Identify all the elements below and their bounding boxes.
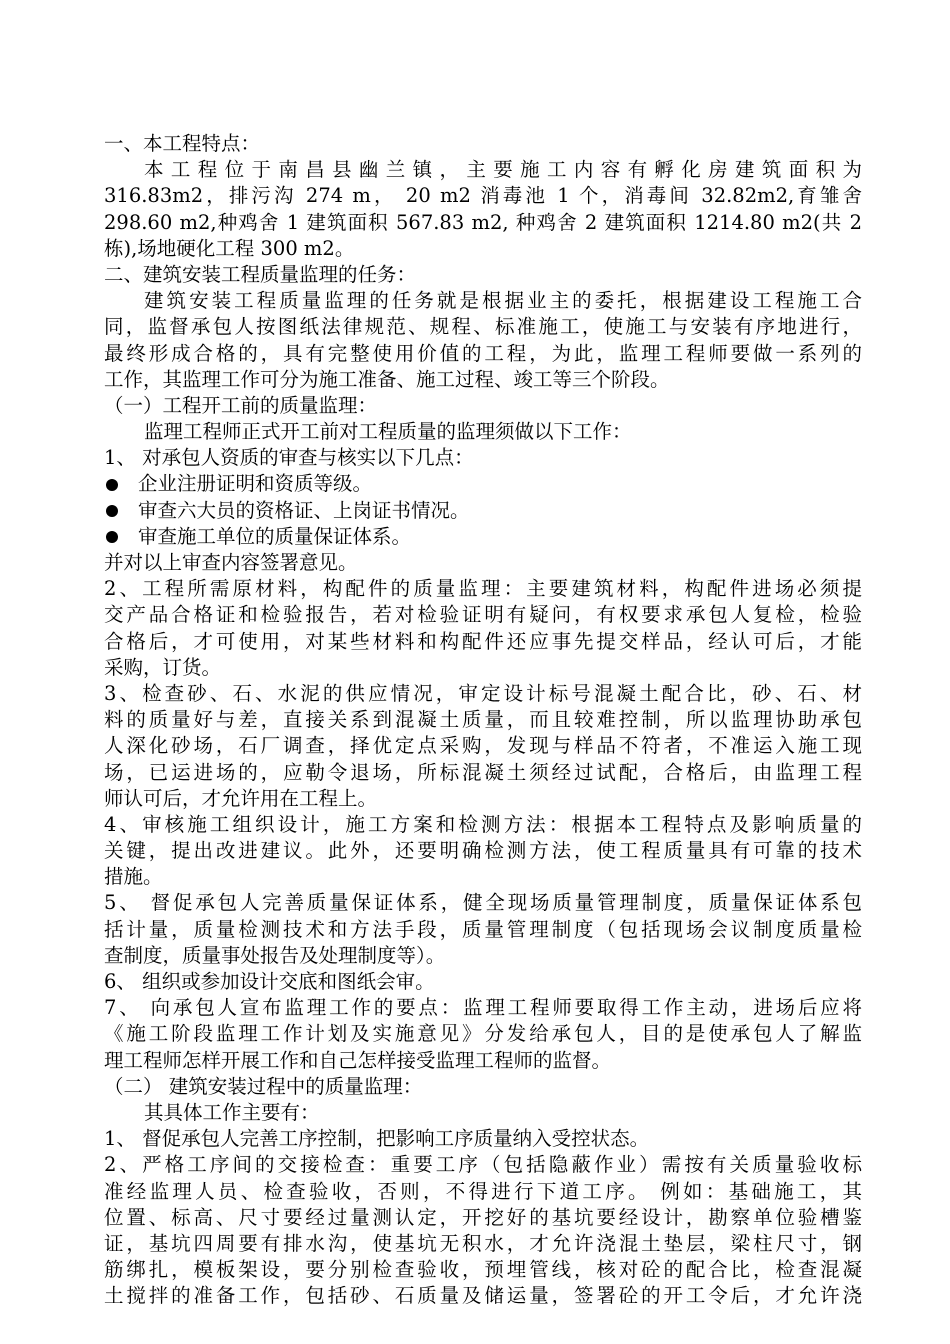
text-line: 2、严格工序间的交接检查：重要工序（包括隐蔽作业）需按有关质量验收标 bbox=[104, 1153, 862, 1177]
text-line: 查制度，质量事处报告及处理制度等）。 bbox=[104, 943, 446, 967]
text-line: 场，已运进场的，应勒令退场，所标混凝土须经过试配，合格后，由监理工程 bbox=[104, 760, 862, 784]
text-line: 筋绑扎，模板架设，要分别检查验收，预埋管线，核对砼的配合比，检查混凝 bbox=[104, 1258, 862, 1282]
text-line: 准经监理人员、检查验收，否则，不得进行下道工序。 例如：基础施工，其 bbox=[104, 1179, 862, 1203]
text-line: 二、建筑安装工程质量监理的任务： bbox=[104, 262, 417, 286]
text-line: 《施工阶段监理工作计划及实施意见》分发给承包人，目的是使承包人了解监 bbox=[104, 1022, 862, 1046]
text-line: 交产品合格证和检验报告，若对检验证明有疑问，有权要求承包人复检，检验 bbox=[104, 603, 862, 627]
text-line: 2、工程所需原材料，构配件的质量监理：主要建筑材料，构配件进场必须提 bbox=[104, 577, 862, 601]
text-line: 理工程师怎样开展工作和自己怎样接受监理工程师的监督。 bbox=[104, 1048, 612, 1072]
text-line: 4、审核施工组织设计，施工方案和检测方法：根据本工程特点及影响质量的 bbox=[104, 812, 862, 836]
text-line: 最终形成合格的，具有完整使用价值的工程，为此，监理工程师要做一系列的 bbox=[104, 341, 862, 365]
text-line: 298.60 m2,种鸡舍 1 建筑面积 567.83 m2, 种鸡舍 2 建筑面积 1214.80 m2(共 2 bbox=[104, 210, 862, 234]
text-line: 3、检查砂、石、水泥的供应情况，审定设计标号混凝土配合比，砂、石、材 bbox=[104, 681, 862, 705]
text-line: 316.83m2，排污沟 274 m， 20 m2 消毒池 1 个，消毒间 32.82m2,育雏舍 bbox=[104, 184, 862, 208]
bullet-dot-icon bbox=[106, 479, 118, 491]
text-line: 1、 对承包人资质的审查与核实以下几点： bbox=[104, 446, 474, 470]
text-line: （一）工程开工前的质量监理： bbox=[104, 393, 378, 417]
text-line: 1、 督促承包人完善工序控制，把影响工序质量纳入受控状态。 bbox=[104, 1127, 650, 1151]
bullet-dot-icon bbox=[106, 505, 118, 517]
bullet-text: 审查施工单位的质量保证体系。 bbox=[138, 524, 412, 548]
text-line: 料的质量好与差，直接关系到混凝土质量，而且较难控制，所以监理协助承包 bbox=[104, 708, 862, 732]
text-line: 同，监督承包人按图纸法律规范、规程、标准施工，使施工与安装有序地进行， bbox=[104, 315, 862, 339]
text-line: 证，基坑四周要有排水沟，使基坑无积水，才允许浇混土垫层，梁柱尺寸，钢 bbox=[104, 1231, 862, 1255]
text-line: 采购，订货。 bbox=[104, 655, 222, 679]
bullet-dot-icon bbox=[106, 531, 118, 543]
bullet-item bbox=[104, 524, 862, 550]
bullet-text: 企业注册证明和资质等级。 bbox=[138, 472, 373, 496]
text-line: 括计量，质量检测技术和方法手段，质量管理制度（包括现场会议制度质量检 bbox=[104, 917, 862, 941]
text-line: 工作，其监理工作可分为施工准备、施工过程、竣工等三个阶段。 bbox=[104, 367, 670, 391]
text-line: 并对以上审查内容签署意见。 bbox=[104, 551, 358, 574]
bullet-text: 审查六大员的资格证、上岗证书情况。 bbox=[138, 498, 470, 522]
text-line: 监理工程师正式开工前对工程质量的监理须做以下工作： bbox=[144, 420, 632, 444]
text-line: 6、 组织或参加设计交底和图纸会审。 bbox=[104, 970, 435, 993]
text-line: 栋),场地硬化工程 300 m2。 bbox=[104, 236, 355, 260]
text-line: 关键，提出改进建议。此外，还要明确检测方法，使工程质量具有可靠的技术 bbox=[104, 839, 862, 863]
text-line: 7、 向承包人宣布监理工作的要点：监理工程师要取得工作主动，进场后应将 bbox=[104, 996, 862, 1020]
text-line: 合格后，才可使用，对某些材料和构配件还应事先提交样品，经认可后，才能 bbox=[104, 629, 862, 653]
text-line: 人深化砂场，石厂调查，择优定点采购，发现与样品不符者，不准运入施工现 bbox=[104, 734, 862, 758]
text-line: 建筑安装工程质量监理的任务就是根据业主的委托，根据建设工程施工合 bbox=[144, 289, 862, 313]
text-line: 师认可后，才允许用在工程上。 bbox=[104, 786, 378, 810]
bullet-item bbox=[104, 498, 862, 524]
text-line: 本工程位于南昌县幽兰镇，主要施工内容有孵化房建筑面积为 bbox=[144, 158, 862, 182]
text-line: （二） 建筑安装过程中的质量监理： bbox=[104, 1074, 423, 1098]
text-line: 措施。 bbox=[104, 865, 163, 889]
text-line: 一、本工程特点： bbox=[104, 132, 261, 155]
bullet-item bbox=[104, 471, 862, 497]
text-line: 土搅拌的准备工作，包括砂、石质量及储运量，签署砼的开工令后，才允许浇 bbox=[104, 1284, 862, 1308]
text-line: 其具体工作主要有： bbox=[144, 1100, 320, 1124]
text-line: 位置、标高、尺寸要经过量测认定，开挖好的基坑要经设计，勘察单位验槽鉴 bbox=[104, 1205, 862, 1229]
text-line: 5、 督促承包人完善质量保证体系，健全现场质量管理制度，质量保证体系包 bbox=[104, 891, 862, 915]
